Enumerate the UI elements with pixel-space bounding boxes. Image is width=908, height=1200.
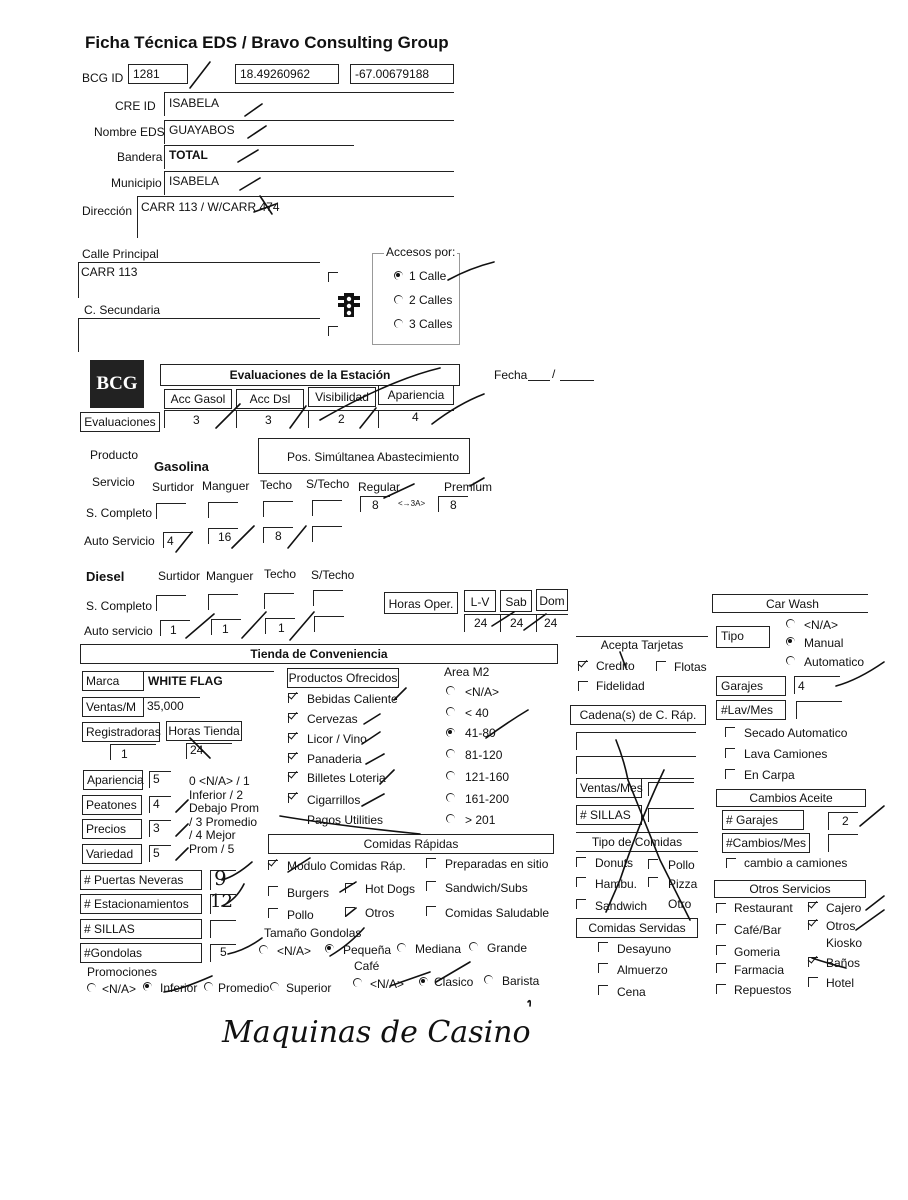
tamano-radio-na[interactable]: [259, 945, 268, 954]
eval-col-apariencia: Apariencia: [378, 385, 454, 405]
scale-line-5: / 4 Mejor: [189, 828, 236, 842]
evaluaciones-label: Evaluaciones: [80, 412, 160, 432]
area-radio-4[interactable]: [446, 749, 455, 758]
tamano-radio-grande[interactable]: [469, 942, 478, 951]
farmacia-checkbox[interactable]: [716, 963, 726, 973]
eval-val-visibilidad[interactable]: 2: [338, 412, 345, 426]
prod-bebidas-label: Bebidas Caliente: [307, 692, 398, 706]
gondolas-val[interactable]: 5: [220, 945, 227, 959]
area-option-3: 41-80: [465, 726, 496, 740]
restaurant-label: Restaurant: [734, 901, 793, 915]
peatones-label: Peatones: [82, 795, 142, 815]
cafe-bar-checkbox[interactable]: [716, 924, 726, 934]
flotas-checkbox[interactable]: [656, 661, 666, 671]
lava-camiones-label: Lava Camiones: [744, 747, 828, 761]
lon-field[interactable]: -67.00679188: [350, 64, 454, 84]
apariencia-t-label: Apariencia: [83, 770, 143, 790]
hambu-label: Hambu.: [595, 877, 638, 891]
cre-id-field[interactable]: ISABELA: [169, 96, 220, 110]
fecha-label: Fecha: [494, 368, 528, 382]
pollo-checkbox[interactable]: [268, 908, 278, 918]
bandera-label: Bandera: [117, 150, 163, 164]
otros-title: Otros Servicios: [714, 880, 866, 898]
estac-label: # Estacionamientos: [80, 894, 202, 914]
prod-licor-label: Licor / Vino: [307, 732, 367, 746]
bandera-field[interactable]: TOTAL: [169, 148, 208, 162]
horas-col-dom: Dom: [536, 589, 568, 611]
gomeria-checkbox[interactable]: [716, 945, 726, 955]
eval-col-acc-gasol: Acc Gasol: [164, 389, 232, 409]
repuestos-label: Repuestos: [734, 983, 792, 997]
eval-val-acc-gasol[interactable]: 3: [193, 413, 200, 427]
diesel-col-manguer: Manguer: [206, 569, 254, 583]
prod-cervezas-label: Cervezas: [307, 712, 358, 726]
hotel-checkbox[interactable]: [808, 977, 818, 987]
direccion-field[interactable]: CARR 113 / W/CARR 474: [141, 200, 280, 214]
tarjetas-title: Acepta Tarjetas: [576, 636, 708, 654]
scale-line-3: Debajo Prom: [189, 801, 260, 815]
gas-s-completo-label: S. Completo: [86, 506, 153, 520]
gas-auto-label: Auto Servicio: [84, 534, 155, 548]
puertas-val[interactable]: 9: [214, 866, 227, 890]
carwash-radio-auto[interactable]: [786, 656, 795, 665]
bcg-id-field[interactable]: 1281: [128, 64, 188, 84]
horas-col-lv: L-V: [464, 590, 496, 612]
horas-col-sab: Sab: [500, 590, 532, 612]
prod-billetes-checkbox[interactable]: [288, 772, 298, 782]
horas-tienda-label: Horas Tienda: [166, 721, 242, 741]
prod-licor-checkbox[interactable]: [288, 733, 298, 743]
en-carpa-label: En Carpa: [744, 768, 795, 782]
credito-checkbox[interactable]: [578, 661, 588, 671]
calle-secundaria-checkbox[interactable]: [328, 326, 338, 336]
promo-option-inferior: Inferior: [160, 981, 198, 995]
servicio-label: Servicio: [92, 475, 135, 489]
almuerzo-checkbox[interactable]: [598, 963, 608, 973]
diesel-s-completo-label: S. Completo: [86, 599, 153, 613]
otro-cr-label: Otro: [668, 897, 692, 911]
area-radio-6[interactable]: [446, 793, 455, 802]
promo-radio-superior[interactable]: [270, 982, 279, 991]
area-option-1: <N/A>: [465, 685, 500, 699]
horas-val-sab[interactable]: 24: [510, 616, 524, 630]
otros-serv-label: Otros: [826, 919, 856, 933]
preparadas-checkbox[interactable]: [426, 858, 436, 868]
carwash-lav-label: #Lav/Mes: [716, 700, 786, 720]
ventas-m-field[interactable]: 35,000: [147, 699, 184, 713]
sandwich-cr-label: Sandwich: [595, 899, 648, 913]
cambio-camiones-label: cambio a camiones: [744, 856, 848, 870]
gas-col-techo: Techo: [260, 478, 293, 492]
eval-val-apariencia[interactable]: 4: [412, 410, 419, 424]
horas-tienda-val[interactable]: 24: [190, 743, 204, 757]
modulo-checkbox[interactable]: [268, 860, 278, 870]
pollo-cr-label: Pollo: [668, 858, 695, 872]
cajero-label: Cajero: [826, 901, 862, 915]
cadena-title: Cadena(s) de C. Ráp.: [570, 705, 706, 725]
scale-line-2: Inferior / 2: [189, 788, 244, 802]
cambio-camiones-checkbox[interactable]: [726, 858, 736, 868]
horas-val-dom[interactable]: 24: [544, 616, 558, 630]
page-title: Ficha Técnica EDS / Bravo Consulting Group: [85, 33, 449, 52]
municipio-field[interactable]: ISABELA: [169, 174, 220, 188]
diesel-col-techo: Techo: [264, 567, 297, 581]
prod-cervezas-checkbox[interactable]: [288, 713, 298, 723]
modulo-label: Modulo Comidas Ráp.: [287, 859, 406, 873]
diesel-auto-manguer[interactable]: 1: [222, 622, 229, 636]
cre-id-label: CRE ID: [115, 99, 156, 113]
premium-val[interactable]: 8: [450, 498, 457, 512]
hotel-label: Hotel: [826, 976, 855, 990]
carwash-radio-na[interactable]: [786, 619, 795, 628]
kiosko-label: Kiosko: [826, 936, 863, 950]
accesos-radio-2[interactable]: [394, 295, 403, 304]
marca-label: Marca: [82, 671, 144, 691]
variedad-label: Variedad: [82, 844, 142, 864]
carwash-garajes-label: Garajes: [716, 676, 786, 696]
prod-pagos-label: Pagos Utilities: [307, 813, 384, 827]
secado-checkbox[interactable]: [725, 727, 735, 737]
sandwich-cr-checkbox[interactable]: [576, 899, 586, 909]
cafe-label: Café: [354, 959, 380, 973]
bcg-id-label: BCG ID: [82, 71, 124, 85]
cena-label: Cena: [617, 985, 646, 999]
flotas-label: Flotas: [674, 660, 707, 674]
prod-cigarrillos-label: Cigarrillos: [307, 793, 361, 807]
cafe-radio-barista[interactable]: [484, 975, 493, 984]
area-radio-3[interactable]: [446, 728, 455, 737]
area-radio-5[interactable]: [446, 771, 455, 780]
tienda-title: Tienda de Conveniencia: [80, 644, 558, 664]
farmacia-label: Farmacia: [734, 963, 785, 977]
en-carpa-checkbox[interactable]: [725, 769, 735, 779]
horas-val-lv[interactable]: 24: [474, 616, 488, 630]
regular-cross-note: <→3A>: [398, 499, 426, 508]
otros-cr-checkbox[interactable]: [345, 907, 355, 917]
precios-label: Precios: [82, 819, 142, 839]
regular-label: Regular: [358, 480, 401, 494]
diesel-col-surtidor: Surtidor: [158, 569, 201, 583]
registradoras-label: Registradoras: [82, 722, 160, 742]
cafe-option-na: <N/A>: [370, 977, 405, 991]
gas-col-manguer: Manguer: [202, 479, 250, 493]
carwash-option-manual: Manual: [804, 636, 844, 650]
registradoras-val[interactable]: 1: [121, 747, 128, 761]
area-option-2: < 40: [465, 706, 489, 720]
carwash-radio-manual[interactable]: [786, 637, 795, 646]
pollo-label: Pollo: [287, 908, 314, 922]
promo-option-superior: Superior: [286, 981, 332, 995]
carwash-garajes-val[interactable]: 4: [798, 679, 805, 693]
restaurant-checkbox[interactable]: [716, 903, 726, 913]
donuts-checkbox[interactable]: [576, 857, 586, 867]
prod-bebidas-checkbox[interactable]: [288, 693, 298, 703]
tamano-radio-mediana[interactable]: [397, 943, 406, 952]
banos-label: Baños: [826, 956, 861, 970]
repuestos-checkbox[interactable]: [716, 984, 726, 994]
gas-auto-surtidor[interactable]: 4: [167, 534, 174, 548]
pollo-cr-checkbox[interactable]: [648, 859, 658, 869]
area-radio-2[interactable]: [446, 707, 455, 716]
puertas-label: # Puertas Neveras: [80, 870, 202, 890]
gas-auto-techo[interactable]: 8: [275, 529, 282, 543]
pizza-label: Pizza: [668, 877, 698, 891]
prod-panaderia-checkbox[interactable]: [288, 753, 298, 763]
diesel-label: Diesel: [86, 569, 125, 584]
hambu-checkbox[interactable]: [576, 877, 586, 887]
ventas-m-label: Ventas/M: [82, 697, 144, 717]
accesos-label: Accesos por:: [386, 245, 456, 259]
eval-col-acc-dsl: Acc Dsl: [236, 389, 304, 409]
aceite-garajes-label: # Garajes: [722, 810, 804, 830]
promo-label: Promociones: [87, 965, 158, 979]
area-radio-7[interactable]: [446, 814, 455, 823]
carwash-option-na: <N/A>: [804, 618, 839, 632]
cafe-option-clasico: Clasico: [434, 975, 474, 989]
fidelidad-checkbox[interactable]: [578, 681, 588, 691]
banos-checkbox[interactable]: [808, 957, 818, 967]
traffic-light-icon: [336, 290, 362, 320]
saludable-label: Comidas Saludable: [445, 906, 550, 920]
tipo-comidas-title: Tipo de Comidas: [576, 832, 698, 852]
sandwich-label: Sandwich/Subs: [445, 881, 528, 895]
burgers-checkbox[interactable]: [268, 886, 278, 896]
fidelidad-label: Fidelidad: [596, 679, 645, 693]
prod-cigarrillos-checkbox[interactable]: [288, 793, 298, 803]
estac-val[interactable]: 12: [210, 891, 233, 912]
calle-principal-field[interactable]: CARR 113: [81, 265, 138, 279]
comidas-servidas-title: Comidas Servidas: [576, 918, 698, 938]
tamano-label: Tamaño Gondolas: [264, 926, 362, 940]
peatones-val[interactable]: 4: [153, 797, 160, 811]
cafe-radio-clasico[interactable]: [419, 977, 428, 986]
calle-principal-label: Calle Principal: [82, 247, 159, 261]
carwash-option-auto: Automatico: [804, 655, 865, 669]
aceite-garajes-val[interactable]: 2: [842, 814, 849, 828]
gas-auto-manguer[interactable]: 16: [218, 530, 232, 544]
scale-line-4: / 3 Promedio: [189, 815, 258, 829]
hotdogs-label: Hot Dogs: [365, 882, 416, 896]
area-option-5: 121-160: [465, 770, 510, 784]
accesos-option-1: 1 Calle: [409, 269, 447, 283]
diesel-auto-label: Auto servicio: [84, 624, 153, 638]
gondolas-label: #Gondolas: [80, 943, 202, 963]
pizza-checkbox[interactable]: [648, 877, 658, 887]
hotdogs-checkbox[interactable]: [345, 883, 355, 893]
area-radio-1[interactable]: [446, 686, 455, 695]
eval-col-visibilidad: Visibilidad: [308, 387, 376, 407]
bcg-logo: BCG: [90, 360, 144, 408]
comidas-title: Comidas Rápidas: [268, 834, 554, 854]
handwritten-note: Maquinas de Casino: [222, 1015, 531, 1050]
otros-serv-checkbox[interactable]: [808, 920, 818, 930]
preparadas-label: Preparadas en sitio: [445, 857, 549, 871]
promo-option-promedio: Promedio: [218, 981, 270, 995]
tamano-option-grande: Grande: [487, 941, 528, 955]
producto-label: Producto: [90, 448, 139, 462]
cadena-sillas-label: # SILLAS: [576, 805, 642, 825]
donuts-label: Donuts: [595, 856, 634, 870]
sillas-label: # SILLAS: [80, 919, 202, 939]
lat-field[interactable]: 18.49260962: [235, 64, 339, 84]
tamano-option-na: <N/A>: [277, 944, 312, 958]
nombre-field[interactable]: GUAYABOS: [169, 123, 235, 137]
productos-title: Productos Ofrecidos: [287, 668, 399, 688]
precios-val[interactable]: 3: [153, 821, 160, 835]
premium-label: Premium: [444, 480, 493, 494]
aceite-title: Cambios Aceite: [716, 789, 866, 807]
area-title: Area M2: [444, 665, 490, 679]
otros-cr-label: Otros: [365, 906, 395, 920]
gas-col-stecho: S/Techo: [306, 477, 350, 491]
promo-radio-inferior[interactable]: [143, 982, 152, 991]
secado-label: Secado Automatico: [744, 726, 848, 740]
cafe-bar-label: Café/Bar: [734, 923, 782, 937]
marca-field[interactable]: WHITE FLAG: [148, 674, 223, 688]
area-option-4: 81-120: [465, 748, 503, 762]
accesos-radio-3[interactable]: [394, 319, 403, 328]
burgers-label: Burgers: [287, 886, 330, 900]
area-option-7: > 201: [465, 813, 496, 827]
sandwich-checkbox[interactable]: [426, 881, 436, 891]
carwash-title: Car Wash: [766, 597, 819, 611]
municipio-label: Municipio: [111, 176, 162, 190]
variedad-val[interactable]: 5: [153, 846, 160, 860]
evaluaciones-title: Evaluaciones de la Estación: [160, 364, 460, 386]
cafe-option-barista: Barista: [502, 974, 540, 988]
pos-simultanea-label: Pos. Simúltanea Abastecimiento: [287, 450, 460, 464]
aceite-cambios-label: #Cambios/Mes: [722, 833, 810, 853]
almuerzo-label: Almuerzo: [617, 963, 668, 977]
desayuno-label: Desayuno: [617, 942, 672, 956]
promo-option-na: <N/A>: [102, 982, 137, 996]
cajero-checkbox[interactable]: [808, 902, 818, 912]
diesel-col-stecho: S/Techo: [311, 568, 355, 582]
tamano-option-pequena: Pequeña: [343, 943, 392, 957]
scale-line-1: 0 <N/A> / 1: [189, 774, 250, 788]
horas-oper-label: Horas Oper.: [384, 592, 458, 614]
lava-camiones-checkbox[interactable]: [725, 748, 735, 758]
tamano-radio-pequena[interactable]: [325, 944, 334, 953]
nombre-label: Nombre EDS: [94, 125, 165, 139]
carwash-tipo-label: Tipo: [716, 626, 770, 648]
area-option-6: 161-200: [465, 792, 510, 806]
accesos-option-2: 2 Calles: [409, 293, 453, 307]
direccion-label: Dirección: [82, 204, 133, 218]
desayuno-checkbox[interactable]: [598, 942, 608, 952]
tamano-option-mediana: Mediana: [415, 942, 462, 956]
promo-radio-na[interactable]: [87, 983, 96, 992]
cena-checkbox[interactable]: [598, 985, 608, 995]
prod-panaderia-label: Panaderia: [307, 752, 362, 766]
gomeria-label: Gomeria: [734, 945, 781, 959]
gasolina-label: Gasolina: [154, 459, 209, 474]
cafe-radio-na[interactable]: [353, 978, 362, 987]
diesel-auto-techo[interactable]: 1: [278, 621, 285, 635]
calle-secundaria-label: C. Secundaria: [84, 303, 161, 317]
calle-principal-checkbox[interactable]: [328, 272, 338, 282]
saludable-checkbox[interactable]: [426, 906, 436, 916]
apariencia-t-val[interactable]: 5: [153, 772, 160, 786]
eval-val-acc-dsl[interactable]: 3: [265, 413, 272, 427]
diesel-auto-surtidor[interactable]: 1: [170, 623, 177, 637]
prod-billetes-label: Billetes Loteria: [307, 771, 386, 785]
accesos-radio-1[interactable]: [394, 271, 403, 280]
scale-line-6: Prom / 5: [189, 842, 235, 856]
gas-col-surtidor: Surtidor: [152, 480, 195, 494]
regular-val[interactable]: 8: [372, 498, 379, 512]
credito-label: Credito: [596, 659, 635, 673]
cadena-ventas-label: Ventas/Mes: [576, 778, 642, 798]
accesos-option-3: 3 Calles: [409, 317, 453, 331]
promo-radio-promedio[interactable]: [204, 982, 213, 991]
